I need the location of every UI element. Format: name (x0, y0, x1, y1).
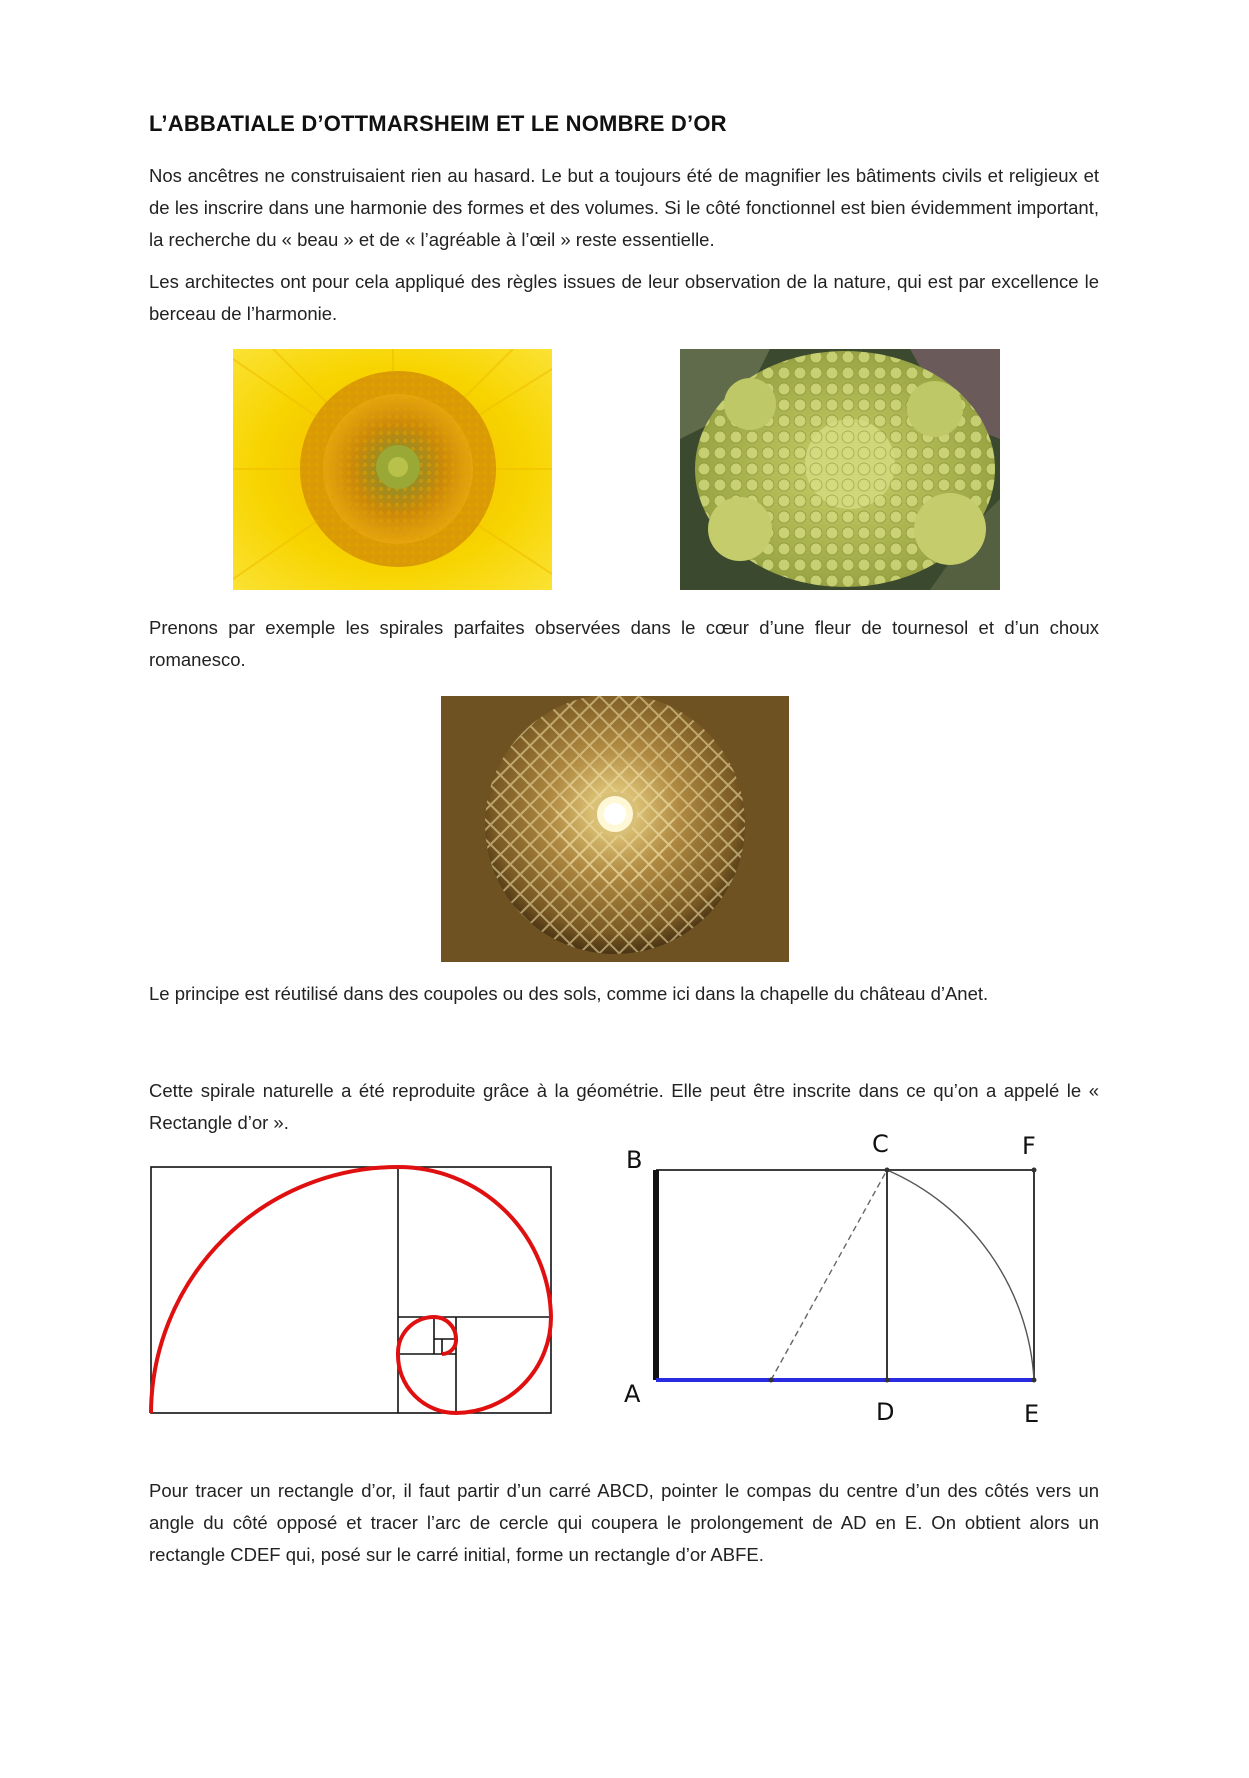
golden-spiral-curve (151, 1167, 551, 1413)
sunflower-photo (233, 349, 552, 590)
label-F: F (1022, 1132, 1036, 1160)
golden-rectangle-intro: Cette spirale naturelle a été reproduite grâce à la géométrie. Elle peut être inscrite dans ce qu’on a appelé le « Rectangle d’or ». (149, 1080, 1099, 1133)
nature-paragraph: Les architectes ont pour cela appliqué des règles issues de leur observation de la nature, qui est par excellence le berceau de l’harmonie. (149, 271, 1099, 324)
dome-photo (441, 696, 789, 962)
label-E: E (1024, 1400, 1040, 1428)
spiral-paragraph: Prenons par exemple les spirales parfaites observées dans le cœur d’une fleur de tournesol et d’un choux romanesco. (149, 617, 1099, 670)
label-B: B (626, 1146, 643, 1174)
golden-rectangle-construction (620, 1130, 1060, 1452)
intro-paragraph: Nos ancêtres ne construisaient rien au hasard. Le but a toujours été de magnifier les bâtiments civils et religieux et de les inscrire dans une harmonie des formes et des volumes. Si le côté fonctionnel est bien évidemment important, la recherche du « beau » et de « l’agréable à l’œil » reste essentielle. (149, 165, 1099, 250)
dome-paragraph: Le principe est réutilisé dans des coupoles ou des sols, comme ici dans la chapelle du château d’Anet. (149, 983, 989, 1004)
page-title: L’ABBATIALE D’OTTMARSHEIM ET LE NOMBRE D’OR (149, 111, 727, 136)
construction-paragraph: Pour tracer un rectangle d’or, il faut partir d’un carré ABCD, pointer le compas du centre d’un des côtés vers un angle du côté opposé et tracer l’arc de cercle qui coupera le prolongement de AD en E. On obtient alors un rectangle CDEF qui, posé sur le carré initial, forme un rectangle d’or ABFE. (149, 1480, 1099, 1565)
label-A: A (624, 1380, 641, 1408)
golden-spiral-diagram (149, 1165, 554, 1425)
label-D: D (876, 1398, 895, 1426)
romanesco-photo (680, 349, 1000, 590)
label-C: C (872, 1130, 889, 1158)
